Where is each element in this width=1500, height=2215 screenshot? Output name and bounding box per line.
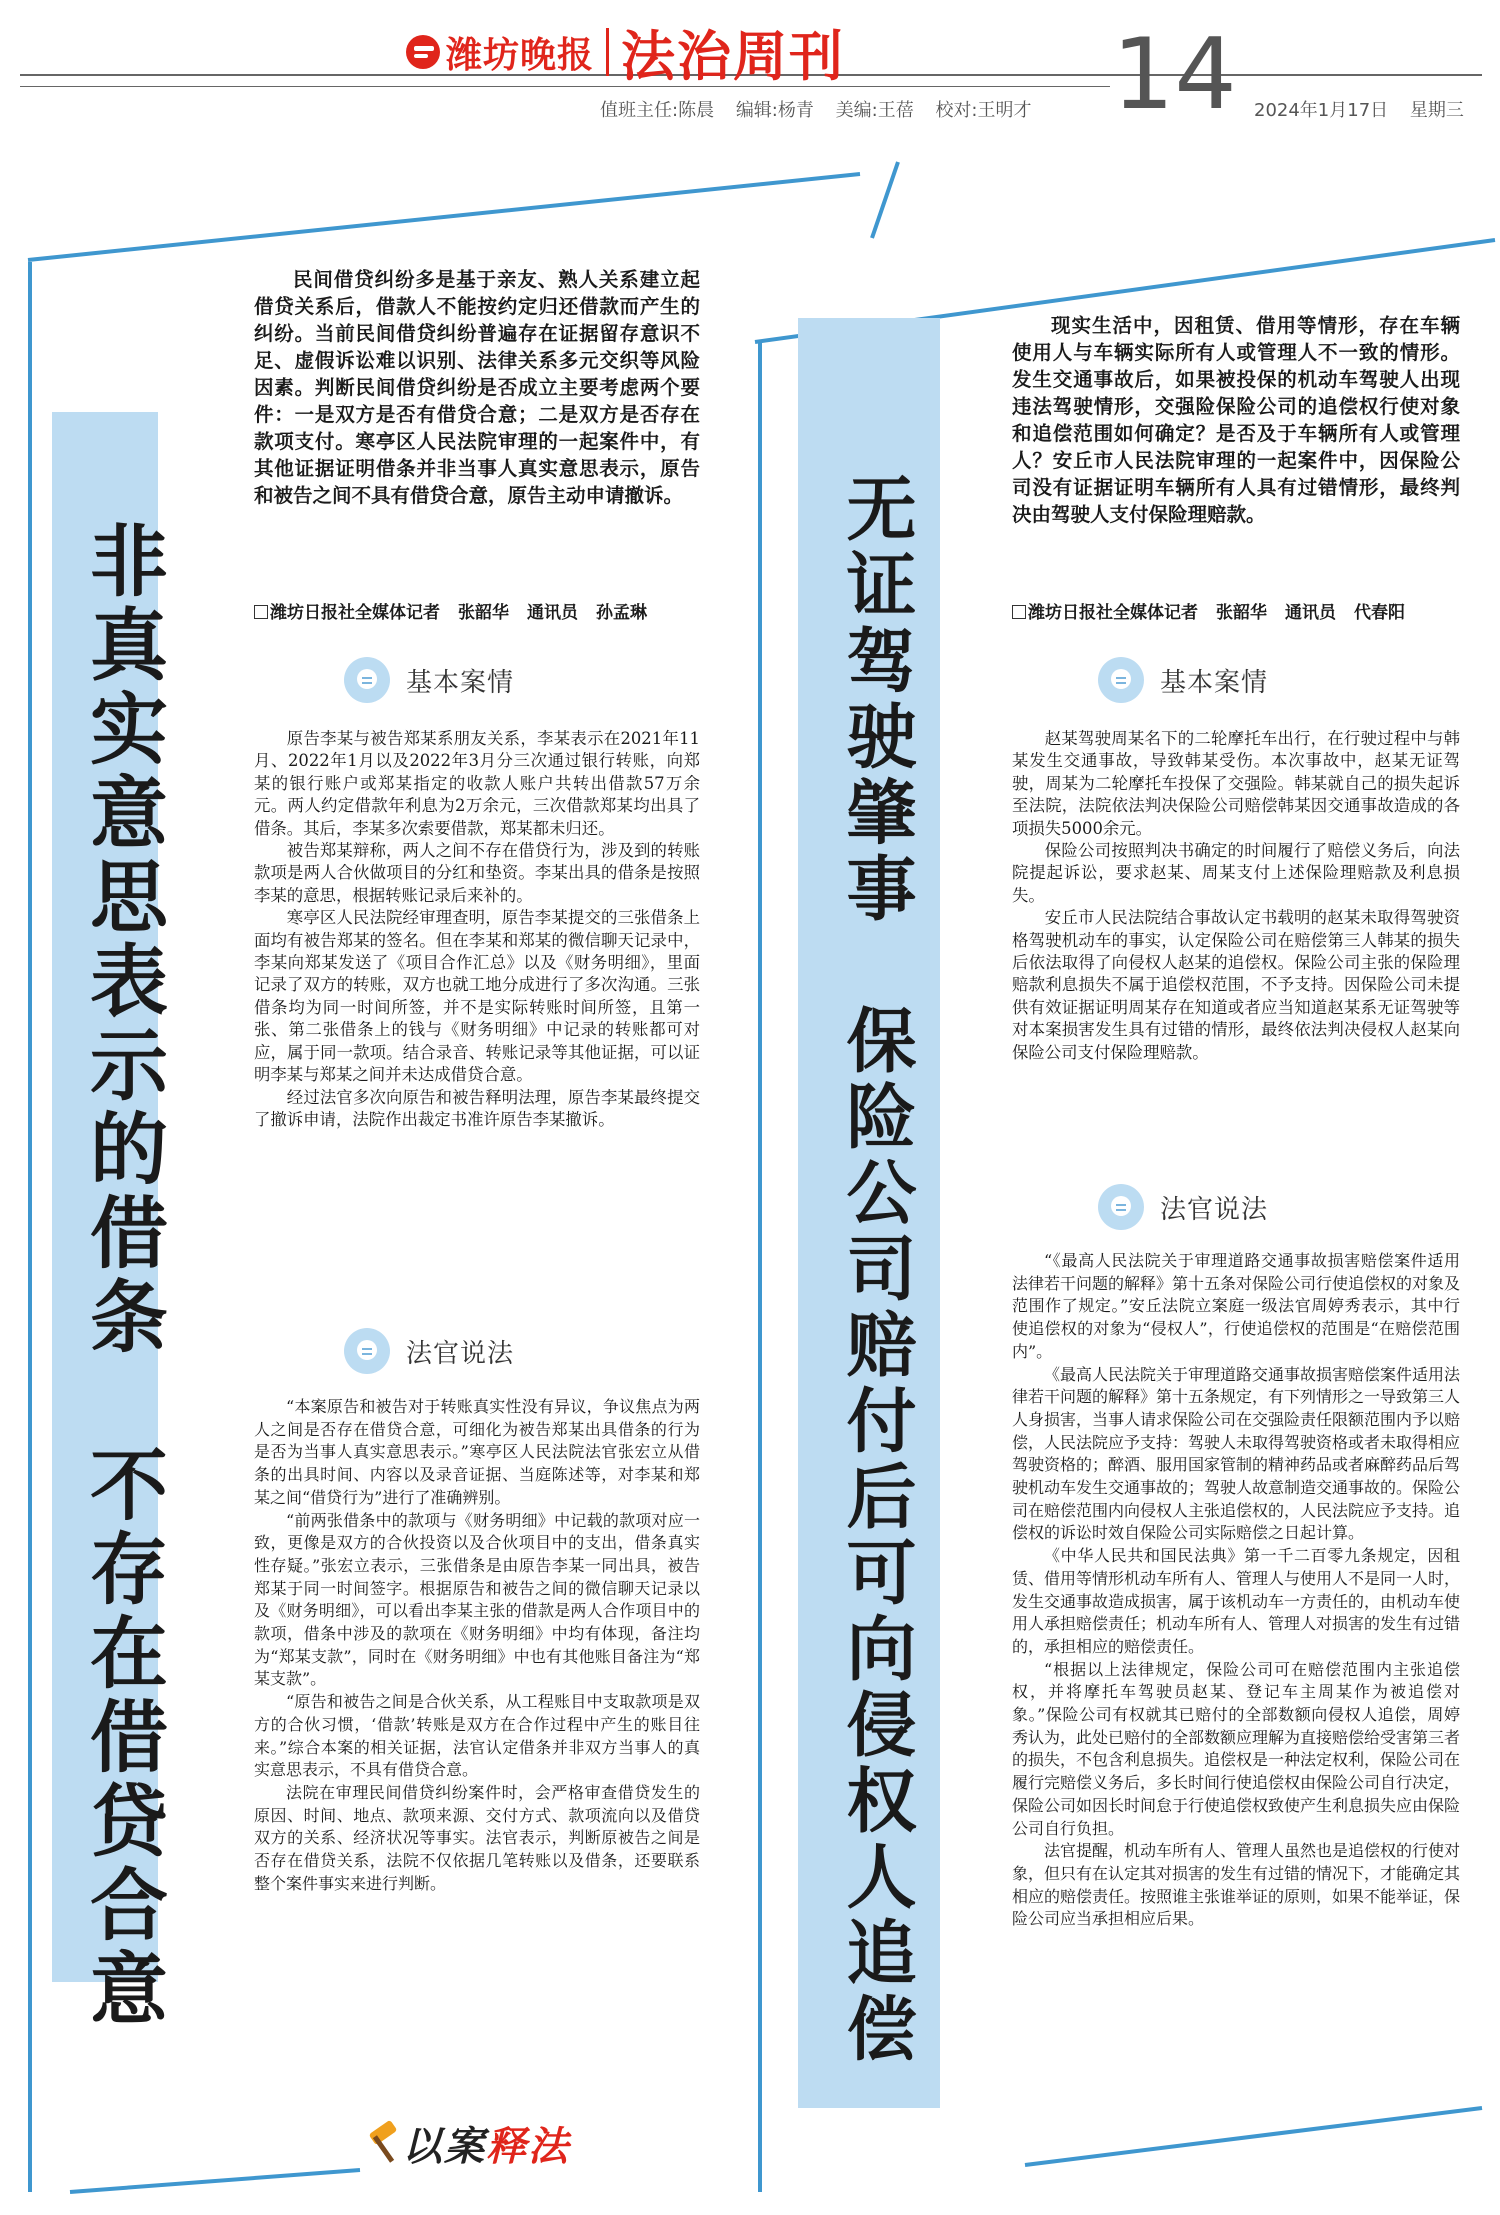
speech-bubble-icon [344, 657, 390, 703]
byline-org: 潍坊日报社全媒体记者 [1028, 603, 1198, 623]
column-logo [362, 2115, 570, 2172]
gavel-icon [362, 2124, 402, 2164]
paragraph: “原告和被告之间是合伙关系，从工程账目中支取款项是双方的合伙习惯，‘借款’转账是双方在合作过程中产生的账目往来。”综合本案的相关证据，法官认定借条并非双方当事人的真实意思表示，不具有借贷合意。 [254, 1692, 700, 1780]
stripe-left-top [28, 174, 860, 260]
paragraph: “前两张借条中的款项与《财务明细》中记载的款项对应一致，更像是双方的合伙投资以及合伙项目中的支出，借条真实性存疑。”张宏立表示，三张借条是由原告李某一同出具，被告郑某于同一时间签字。根据原告和被告之间的微信聊天记录以及《财务明细》，可以看出李某主张的借款是两人合作项目中的款项，借条中涉及的款项在《财务明细》中均有体现，备注均为“郑某支款”，同时在《财务明细》中也有其他账目备注为“郑某支款”。 [254, 1510, 700, 1689]
section-title-right-judge: 法官说法 [1160, 1194, 1269, 1225]
paper-name: 潍坊晚报 [446, 34, 595, 76]
byline-reporter: 张韶华 [458, 603, 509, 623]
byline-right [1012, 598, 1405, 623]
headline-left: 非真实意思表示的借条 不存在借贷合意 [77, 520, 167, 2032]
byline-square-icon [1012, 605, 1026, 619]
page-number: 14 [1112, 18, 1237, 132]
byline-correspondent: 孙孟琳 [596, 603, 647, 623]
byline-correspondent: 代春阳 [1354, 603, 1405, 623]
lead-left: 民间借贷纠纷多是基于亲友、熟人关系建立起借贷关系后，借款人不能按约定归还借款而产生的纠纷。当前民间借贷纠纷普遍存在证据留存意识不足、虚假诉讼难以识别、法律关系多元交织等风险因素。判断民间借贷纠纷是否成立主要考虑两个要件：一是双方是否有借贷合意；二是双方是否存在款项支付。寒亭区人民法院审理的一起案件中，有其他证据证明借条并非当事人真实意思表示，原告和被告之间不具有借贷合意，原告主动申请撤诉。 [254, 268, 700, 507]
paragraph: “根据以上法律规定，保险公司可在赔偿范围内主张追偿权，并将摩托车驾驶员赵某、登记车主周某作为被追偿对象。”保险公司有权就其已赔付的全部数额向侵权人追偿，周婷秀认为，此处已赔付的全部数额应理解为直接赔偿给受害第三者的损失，不包含利息损失。追偿权是一种法定权利，保险公司在履行完赔偿义务后，多长时间行使追偿权由保险公司自行决定，保险公司如因长时间怠于行使追偿权致使产生利息损失应由保险公司自行负担。 [1012, 1659, 1461, 1838]
weekday-text: 星期三 [1409, 100, 1464, 121]
body-right-case [1012, 728, 1460, 1064]
section-title: 法治周刊 [621, 24, 846, 88]
byline-left [254, 598, 647, 623]
paragraph: 《最高人民法院关于审理道路交通事故损害赔偿案件适用法律若干问题的解释》第十五条规定，有下列情形之一导致第三人人身损害，当事人请求保险公司在交强险责任限额范围内予以赔偿，人民法院应予支持：驾驶人未取得驾驶资格或者未取得相应驾驶资格的；醉酒、服用国家管制的精神药品或者麻醉药品后驾驶机动车发生交通事故的；驾驶人故意制造交通事故的。保险公司在赔偿范围内向侵权人主张追偿权的，人民法院应予支持。追偿权的诉讼时效自保险公司实际赔偿之日起计算。 [1012, 1364, 1461, 1543]
column-logo-text [402, 2115, 570, 2172]
date-text: 2024年1月17日 [1254, 100, 1389, 121]
byline-role: 通讯员 [527, 603, 578, 623]
lead-right: 现实生活中，因租赁、借用等情形，存在车辆使用人与车辆实际所有人或管理人不一致的情形。发生交通事故后，如果被投保的机动车驾驶人出现违法驾驶情形，交强险保险公司的追偿权行使对象和追偿范围如何确定？是否及于车辆所有人或管理人？安丘市人民法院审理的一起案件中，因保险公司没有证据证明车辆所有人具有过错情形，最终判决由驾驶人支付保险理赔款。 [1012, 314, 1460, 526]
paragraph: “《最高人民法院关于审理道路交通事故损害赔偿案件适用法律若干问题的解释》第十五条对保险公司行使追偿权的对象及范围作了规定。”安丘法院立案庭一级法官周婷秀表示，其中行使追偿权的对象为“侵权人”，行使追偿权的范围是“在赔偿范围内”。 [1012, 1251, 1461, 1361]
section-header-left-judge [344, 1328, 514, 1374]
paragraph: 安丘市人民法院结合事故认定书载明的赵某未取得驾驶资格驾驶机动车的事实，认定保险公司在赔偿第三人韩某的损失后依法取得了向侵权人赵某的追偿权。保险公司主张的保险理赔款利息损失不属于追偿权范围，不予支持。因保险公司未提供有效证据证明周某存在知道或者应当知道赵某系无证驾驶等对本案损害发生具有过错的情形，最终依法判决侵权人赵某向保险公司支付保险理赔款。 [1012, 908, 1460, 1062]
speech-bubble-icon [344, 1328, 390, 1374]
section-header-right-case [1098, 657, 1268, 703]
byline-org: 潍坊日报社全媒体记者 [270, 603, 440, 623]
paragraph: 《中华人民共和国民法典》第一千二百零九条规定，因租赁、借用等情形机动车所有人、管理人与使用人不是同一人时，发生交通事故造成损害，属于该机动车一方责任的，由机动车使用人承担赔偿责任；机动车所有人、管理人对损害的发生有过错的，承担相应的赔偿责任。 [1012, 1546, 1461, 1656]
speech-bubble-icon [1098, 657, 1144, 703]
stripe-accent-left [872, 162, 898, 238]
paragraph: 原告李某与被告郑某系朋友关系，李某表示在2021年11月、2022年1月以及2022年3月分三次通过银行转账，向郑某的银行账户或郑某指定的收款人账户共转出借款57万余元。两人约定借款年利息为2万余元，三次借款郑某均出具了借条。其后，李某多次索要借款，郑某都未归还。 [254, 729, 700, 838]
body-right-judge [1012, 1250, 1460, 1931]
section-title-left-case: 基本案情 [406, 667, 515, 698]
byline-role: 通讯员 [1285, 603, 1336, 623]
credit-art-editor: 美编:王蓓 [835, 100, 914, 121]
section-header-left-case [344, 657, 514, 703]
paragraph: 寒亭区人民法院经审理查明，原告李某提交的三张借条上面均有被告郑某的签名。但在李某和郑某的微信聊天记录中，李某向郑某发送了《项目合作汇总》以及《财务明细》，里面记录了双方的转账，双方也就工地分成进行了多次沟通。三张借条均为同一时间所签，并不是实际转账时间所签，且第一张、第二张借条上的钱与《财务明细》中记录的转账都可对应，属于同一款项。结合录音、转账记录等其他证据，可以证明李某与郑某之间并未达成借贷合意。 [254, 908, 700, 1085]
headline-right: 无证驾驶肇事 保险公司赔付后可向侵权人追偿 [835, 472, 917, 2068]
credit-proofreader: 校对:王明才 [935, 100, 1032, 121]
stripe-right-bottom [1025, 2108, 1482, 2165]
paragraph: “本案原告和被告对于转账真实性没有异议，争议焦点为两人之间是否存在借贷合意，可细化为被告郑某出具借条的行为是否为当事人真实意思表示。”寒亭区人民法院法官张宏立从借条的出具时间、内容以及录音证据、当庭陈述等，对李某和郑某之间“借贷行为”进行了准确辨别。 [254, 1397, 700, 1507]
paragraph: 法院在审理民间借贷纠纷案件时，会严格审查借贷发生的原因、时间、地点、款项来源、交付方式、款项流向以及借贷双方的关系、经济状况等事实。法官表示，判断原被告之间是否存在借贷关系，法院不仅依据几笔转账以及借条，还要联系整个案件事实来进行判断。 [254, 1782, 700, 1893]
byline-square-icon [254, 605, 268, 619]
column-logo-prefix: 以案 [402, 2124, 486, 2170]
section-title-right-case: 基本案情 [1160, 667, 1269, 698]
column-logo-suffix: 释法 [486, 2124, 570, 2170]
byline-reporter: 张韶华 [1216, 603, 1267, 623]
paragraph: 保险公司按照判决书确定的时间履行了赔偿义务后，向法院提起诉讼，要求赵某、周某支付上述保险理赔款及利息损失。 [1012, 841, 1460, 905]
body-left-case [254, 728, 700, 1131]
section-title-left-judge: 法官说法 [406, 1338, 515, 1369]
stripe-left-bottom [70, 2170, 360, 2192]
body-left-judge [254, 1396, 700, 1895]
section-header-right-judge [1098, 1184, 1268, 1230]
credit-duty-director: 值班主任:陈晨 [600, 100, 715, 121]
credit-editor: 编辑:杨青 [735, 100, 814, 121]
paragraph: 法官提醒，机动车所有人、管理人虽然也是追偿权的行使对象，但只有在认定其对损害的发生有过错的情况下，才能确定其相应的赔偿责任。按照谁主张谁举证的原则，如果不能举证，保险公司应当承担相应后果。 [1012, 1841, 1461, 1929]
paragraph: 被告郑某辩称，两人之间不存在借贷行为，涉及到的转账款项是两人合伙做项目的分红和垫资。李某出具的借条是按照李某的意思，根据转账记录后来补的。 [254, 841, 700, 905]
paragraph: 经过法官多次向原告和被告释明法理，原告李某最终提交了撤诉申请，法院作出裁定书准许原告李某撤诉。 [254, 1087, 700, 1129]
speech-bubble-icon [1098, 1184, 1144, 1230]
paragraph: 赵某驾驶周某名下的二轮摩托车出行，在行驶过程中与韩某发生交通事故，导致韩某受伤。本次事故中，赵某无证驾驶，周某为二轮摩托车投保了交强险。韩某就自己的损失起诉至法院，法院依法判决保险公司赔偿韩某因交通事故造成的各项损失5000余元。 [1012, 729, 1460, 838]
